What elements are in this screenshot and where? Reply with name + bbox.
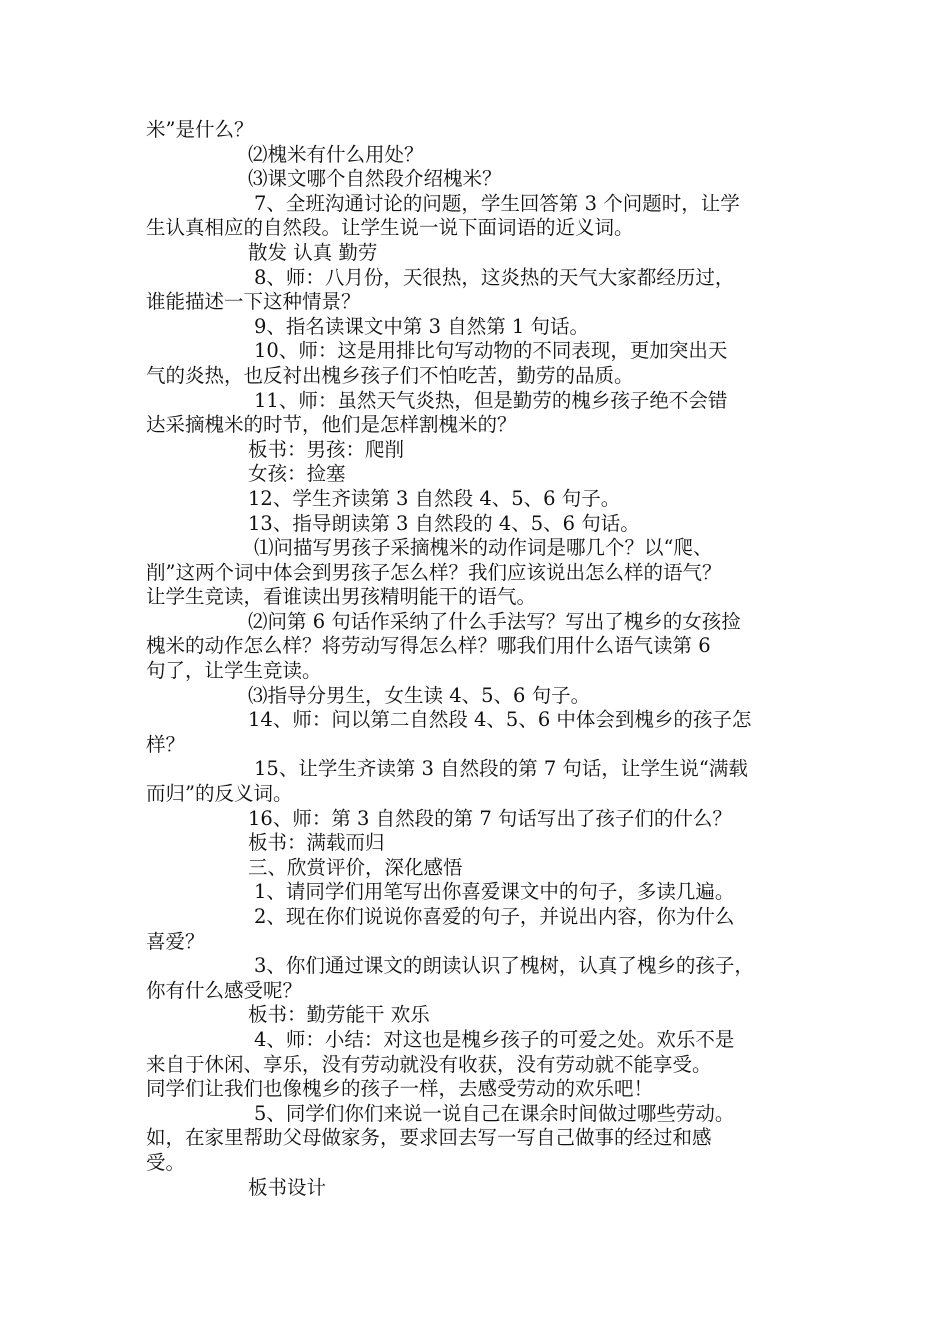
text-line: 受。	[146, 1150, 186, 1174]
text-line: 而归”的反义词。	[146, 782, 293, 806]
text-line: 削”这两个词中体会到男孩子怎么样？我们应该说出怎么样的语气？	[146, 560, 722, 584]
text-line: 15、让学生齐读第 3 自然段的第 7 句话，让学生说“满载	[254, 757, 748, 781]
text-line: 5、同学们你们来说一说自己在课余时间做过哪些劳动。	[254, 1101, 735, 1125]
text-line: 板书设计	[248, 1175, 327, 1199]
text-line: 3、你们通过课文的朗读认识了槐树，认真了槐乡的孩子，	[254, 954, 754, 978]
text-line: 样？	[146, 732, 186, 756]
text-line: 7、全班沟通讨论的问题，学生回答第 3 个问题时，让学	[254, 191, 740, 215]
text-line: 16、师：第 3 自然段的第 7 句话写出了孩子们的什么？	[248, 806, 732, 830]
text-line: ⑶课文哪个自然段介绍槐米？	[248, 167, 502, 191]
text-line: 板书：男孩：爬削	[248, 437, 405, 461]
text-line: ⑴问描写男孩子采摘槐米的动作词是哪几个？以“爬、	[254, 536, 713, 560]
text-line: 句了，让学生竞读。	[146, 659, 322, 683]
text-line: 女孩：捡塞	[248, 462, 346, 486]
text-line: 谁能描述一下这种情景？	[146, 290, 361, 314]
text-line: 1、请同学们用笔写出你喜爱课文中的句子，多读几遍。	[254, 880, 735, 904]
text-line: 11、师：虽然天气炎热，但是勤劳的槐乡孩子绝不会错	[254, 388, 728, 412]
text-line: 三、欣赏评价，深化感悟	[248, 855, 463, 879]
text-line: 达采摘槐米的时节，他们是怎样割槐米的？	[146, 413, 517, 437]
text-line: 如，在家里帮助父母做家务，要求回去写一写自己做事的经过和感	[146, 1126, 712, 1150]
text-line: ⑵问第 6 句话作采纳了什么手法写？写出了槐乡的女孩捡	[248, 609, 741, 633]
text-line: 米”是什么？	[146, 118, 254, 141]
text-line: 14、师：问以第二自然段 4、5、6 中体会到槐乡的孩子怎	[248, 708, 752, 732]
document-body	[146, 118, 816, 1200]
text-line: 12、学生齐读第 3 自然段 4、5、6 句子。	[248, 486, 621, 510]
text-line: 气的炎热，也反衬出槐乡孩子们不怕吃苦，勤劳的品质。	[146, 363, 634, 387]
text-line: 13、指导朗读第 3 自然段的 4、5、6 句话。	[248, 511, 640, 535]
text-line: 同学们让我们也像槐乡的孩子一样，去感受劳动的欢乐吧！	[146, 1077, 654, 1101]
text-line: 8、师：八月份，天很热，这炎热的天气大家都经历过，	[254, 265, 735, 289]
text-line: 来自于休闲、享乐，没有劳动就没有收获，没有劳动就不能享受。	[146, 1052, 712, 1076]
text-line: 2、现在你们说说你喜爱的句子，并说出内容，你为什么	[254, 905, 735, 928]
text-line: 生认真相应的自然段。让学生说一说下面词语的近义词。	[146, 216, 634, 240]
text-line: 槐米的动作怎么样？将劳动写得怎么样？哪我们用什么语气读第 6	[146, 634, 711, 658]
text-line: 板书：勤劳能干 欢乐	[248, 1003, 430, 1027]
text-line: 你有什么感受呢？	[146, 978, 303, 1002]
text-line: 9、指名读课文中第 3 自然第 1 句话。	[254, 314, 590, 338]
text-line: 喜爱？	[146, 929, 205, 953]
text-line: 让学生竞读，看谁读出男孩精明能干的语气。	[146, 585, 537, 609]
text-line: 板书：满载而归	[248, 831, 385, 855]
text-line: 10、师：这是用排比句写动物的不同表现，更加突出天	[254, 339, 728, 363]
text-line: 散发 认真 勤劳	[248, 240, 378, 264]
text-line: ⑶指导分男生，女生读 4、5、6 句子。	[248, 683, 591, 707]
text-line: 4、师：小结：对这也是槐乡孩子的可爱之处。欢乐不是	[254, 1027, 735, 1051]
text-line: ⑵槐米有什么用处？	[248, 142, 424, 166]
